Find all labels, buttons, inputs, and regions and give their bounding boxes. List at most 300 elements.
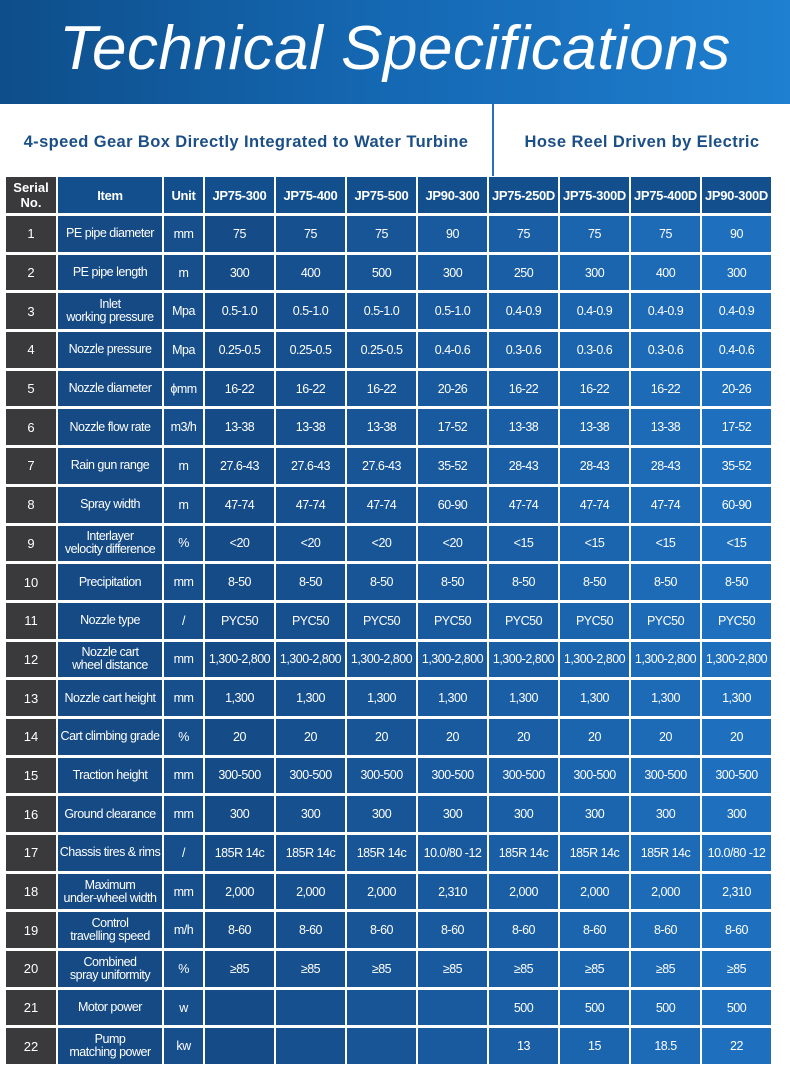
- unit-cell: m: [164, 487, 203, 523]
- value-cell: 1,300: [276, 680, 345, 716]
- value-cell: 8-50: [418, 564, 487, 600]
- value-cell: ≥85: [347, 951, 416, 987]
- value-cell: 0.4-0.6: [702, 332, 771, 368]
- value-cell: 0.5-1.0: [418, 293, 487, 329]
- serial-no-cell: 11: [6, 603, 56, 639]
- value-cell: 8-60: [347, 912, 416, 948]
- item-label-line: Precipitation: [78, 574, 142, 589]
- item-cell: [58, 796, 162, 832]
- serial-no-cell: 3: [6, 293, 56, 329]
- value-cell: 1,300: [418, 680, 487, 716]
- value-cell: 20: [276, 719, 345, 755]
- unit-cell: m3/h: [164, 409, 203, 445]
- value-cell: 1,300: [205, 680, 274, 716]
- value-cell: 16-22: [489, 371, 558, 407]
- value-cell: 300: [631, 796, 700, 832]
- item-cell: [58, 642, 162, 678]
- value-cell: 300-500: [560, 758, 629, 794]
- unit-cell: w: [164, 990, 203, 1026]
- value-cell: 27.6-43: [205, 448, 274, 484]
- item-cell: [58, 293, 162, 329]
- value-cell: 185R 14c: [276, 835, 345, 871]
- unit-cell: %: [164, 719, 203, 755]
- value-cell: 0.3-0.6: [631, 332, 700, 368]
- value-cell: 16-22: [560, 371, 629, 407]
- value-cell: 2,000: [489, 874, 558, 910]
- item-cell: [58, 951, 162, 987]
- value-cell: 13-38: [560, 409, 629, 445]
- item-cell: [58, 680, 162, 716]
- value-cell: 8-50: [631, 564, 700, 600]
- value-cell: 1,300: [489, 680, 558, 716]
- value-cell: 75: [489, 216, 558, 252]
- value-cell: 0.4-0.9: [560, 293, 629, 329]
- value-cell: 28-43: [631, 448, 700, 484]
- value-cell: 20-26: [418, 371, 487, 407]
- value-cell: <15: [560, 526, 629, 562]
- unit-cell: Mpa: [164, 332, 203, 368]
- value-cell: [205, 1028, 274, 1064]
- value-cell: 2,000: [205, 874, 274, 910]
- item-cell: [58, 448, 162, 484]
- value-cell: [205, 990, 274, 1026]
- item-label-line: velocity difference: [64, 542, 156, 557]
- unit-cell: mm: [164, 758, 203, 794]
- unit-cell: /: [164, 835, 203, 871]
- value-cell: 20-26: [702, 371, 771, 407]
- value-cell: 47-74: [489, 487, 558, 523]
- serial-no-cell: 5: [6, 371, 56, 407]
- unit-cell: /: [164, 603, 203, 639]
- value-cell: [276, 1028, 345, 1064]
- value-cell: 0.25-0.5: [347, 332, 416, 368]
- item-cell: [58, 990, 162, 1026]
- table-row: [6, 409, 771, 445]
- serial-no-cell: 6: [6, 409, 56, 445]
- item-label-line: Traction height: [72, 767, 148, 782]
- value-cell: 10.0/80 -12: [702, 835, 771, 871]
- header-model: JP75-300: [205, 177, 274, 213]
- value-cell: 300: [560, 255, 629, 291]
- header-model: JP90-300D: [702, 177, 771, 213]
- value-cell: 47-74: [560, 487, 629, 523]
- unit-cell: kw: [164, 1028, 203, 1064]
- value-cell: 1,300-2,800: [418, 642, 487, 678]
- value-cell: 300-500: [702, 758, 771, 794]
- value-cell: 2,310: [702, 874, 771, 910]
- value-cell: 13-38: [489, 409, 558, 445]
- value-cell: 8-60: [702, 912, 771, 948]
- value-cell: 500: [631, 990, 700, 1026]
- item-label-line: wheel distance: [72, 658, 148, 673]
- value-cell: 28-43: [560, 448, 629, 484]
- value-cell: 20: [205, 719, 274, 755]
- item-cell: [58, 487, 162, 523]
- item-label-line: Motor power: [78, 1000, 142, 1015]
- value-cell: 2,000: [347, 874, 416, 910]
- value-cell: [347, 990, 416, 1026]
- header-unit: Unit: [164, 177, 203, 213]
- table-row: [6, 255, 771, 291]
- value-cell: 300-500: [276, 758, 345, 794]
- value-cell: <15: [702, 526, 771, 562]
- value-cell: 16-22: [347, 371, 416, 407]
- value-cell: 0.4-0.9: [631, 293, 700, 329]
- spec-table: [4, 174, 773, 1067]
- value-cell: <20: [347, 526, 416, 562]
- value-cell: 2,310: [418, 874, 487, 910]
- table-row: [6, 951, 771, 987]
- value-cell: 300: [205, 796, 274, 832]
- value-cell: 2,000: [631, 874, 700, 910]
- value-cell: PYC50: [205, 603, 274, 639]
- value-cell: ≥85: [489, 951, 558, 987]
- page-title: Technical Specifications: [59, 14, 731, 83]
- serial-no-cell: 19: [6, 912, 56, 948]
- value-cell: 300: [489, 796, 558, 832]
- value-cell: 2,000: [276, 874, 345, 910]
- item-cell: [58, 835, 162, 871]
- table-row: [6, 796, 771, 832]
- value-cell: PYC50: [347, 603, 416, 639]
- value-cell: 500: [560, 990, 629, 1026]
- value-cell: 0.5-1.0: [205, 293, 274, 329]
- value-cell: 15: [560, 1028, 629, 1064]
- item-label-line: Rain gun range: [70, 458, 150, 473]
- value-cell: 300: [702, 255, 771, 291]
- value-cell: 13: [489, 1028, 558, 1064]
- value-cell: 1,300-2,800: [560, 642, 629, 678]
- item-cell: [58, 603, 162, 639]
- item-cell: [58, 332, 162, 368]
- table-row: [6, 680, 771, 716]
- value-cell: PYC50: [276, 603, 345, 639]
- item-cell: [58, 371, 162, 407]
- value-cell: 8-60: [418, 912, 487, 948]
- value-cell: [276, 990, 345, 1026]
- item-label-line: working pressure: [66, 310, 154, 325]
- value-cell: 75: [347, 216, 416, 252]
- value-cell: 75: [276, 216, 345, 252]
- value-cell: <20: [276, 526, 345, 562]
- value-cell: 47-74: [276, 487, 345, 523]
- table-row: [6, 293, 771, 329]
- value-cell: 300-500: [631, 758, 700, 794]
- header-serial-no: [6, 177, 56, 213]
- serial-no-cell: 12: [6, 642, 56, 678]
- value-cell: 35-52: [702, 448, 771, 484]
- item-label-line: Spray width: [80, 497, 140, 512]
- item-label-line: Cart climbing grade: [60, 729, 160, 744]
- value-cell: <20: [205, 526, 274, 562]
- value-cell: 300: [205, 255, 274, 291]
- item-cell: [58, 719, 162, 755]
- subheading-gear-box: 4-speed Gear Box Directly Integrated to Water Turbine: [23, 133, 469, 151]
- value-cell: 0.4-0.9: [489, 293, 558, 329]
- value-cell: 300: [276, 796, 345, 832]
- value-cell: 13-38: [347, 409, 416, 445]
- value-cell: 185R 14c: [560, 835, 629, 871]
- value-cell: 90: [418, 216, 487, 252]
- item-label-line: matching power: [69, 1045, 151, 1060]
- table-row: [6, 835, 771, 871]
- item-label-line: Nozzle cart: [81, 645, 139, 660]
- value-cell: [347, 1028, 416, 1064]
- item-cell: [58, 409, 162, 445]
- header-model: JP75-250D: [489, 177, 558, 213]
- value-cell: 1,300-2,800: [347, 642, 416, 678]
- value-cell: 75: [560, 216, 629, 252]
- unit-cell: %: [164, 951, 203, 987]
- value-cell: 13-38: [631, 409, 700, 445]
- value-cell: 300-500: [347, 758, 416, 794]
- value-cell: 20: [631, 719, 700, 755]
- value-cell: 300: [418, 255, 487, 291]
- serial-no-cell: 13: [6, 680, 56, 716]
- value-cell: 1,300-2,800: [702, 642, 771, 678]
- item-label-line: travelling speed: [70, 929, 150, 944]
- item-cell: [58, 526, 162, 562]
- table-row: [6, 758, 771, 794]
- serial-no-cell: 8: [6, 487, 56, 523]
- value-cell: ≥85: [276, 951, 345, 987]
- header-model: JP75-400: [276, 177, 345, 213]
- value-cell: ≥85: [702, 951, 771, 987]
- serial-no-cell: 10: [6, 564, 56, 600]
- value-cell: 400: [276, 255, 345, 291]
- value-cell: 20: [560, 719, 629, 755]
- value-cell: 300: [560, 796, 629, 832]
- header-model: JP75-300D: [560, 177, 629, 213]
- unit-cell: mm: [164, 642, 203, 678]
- item-label-line: Nozzle pressure: [68, 342, 152, 357]
- value-cell: <15: [631, 526, 700, 562]
- serial-no-cell: 7: [6, 448, 56, 484]
- value-cell: 8-50: [347, 564, 416, 600]
- header-serial-line2: No.: [20, 195, 42, 210]
- item-cell: [58, 758, 162, 794]
- item-cell: [58, 564, 162, 600]
- value-cell: 1,300-2,800: [276, 642, 345, 678]
- header-model: JP90-300: [418, 177, 487, 213]
- value-cell: 75: [205, 216, 274, 252]
- value-cell: 2,000: [560, 874, 629, 910]
- table-row: [6, 642, 771, 678]
- value-cell: 8-60: [489, 912, 558, 948]
- value-cell: [418, 990, 487, 1026]
- table-row: [6, 603, 771, 639]
- table-row: [6, 719, 771, 755]
- value-cell: 17-52: [702, 409, 771, 445]
- value-cell: PYC50: [560, 603, 629, 639]
- value-cell: <15: [489, 526, 558, 562]
- value-cell: 1,300-2,800: [489, 642, 558, 678]
- serial-no-cell: 4: [6, 332, 56, 368]
- value-cell: 47-74: [631, 487, 700, 523]
- item-label-line: Ground clearance: [64, 806, 156, 821]
- serial-no-cell: 20: [6, 951, 56, 987]
- value-cell: 300: [418, 796, 487, 832]
- value-cell: 8-50: [702, 564, 771, 600]
- item-label-line: Chassis tires & rims: [59, 845, 161, 860]
- unit-cell: mm: [164, 564, 203, 600]
- serial-no-cell: 22: [6, 1028, 56, 1064]
- table-row: [6, 526, 771, 562]
- value-cell: 300-500: [418, 758, 487, 794]
- serial-no-cell: 21: [6, 990, 56, 1026]
- value-cell: 300: [347, 796, 416, 832]
- value-cell: 13-38: [276, 409, 345, 445]
- value-cell: 27.6-43: [276, 448, 345, 484]
- value-cell: 60-90: [702, 487, 771, 523]
- value-cell: 300-500: [205, 758, 274, 794]
- value-cell: 185R 14c: [489, 835, 558, 871]
- unit-cell: mm: [164, 680, 203, 716]
- value-cell: 0.4-0.6: [418, 332, 487, 368]
- table-row: [6, 448, 771, 484]
- item-label-line: Inlet: [99, 297, 121, 312]
- value-cell: 8-50: [560, 564, 629, 600]
- item-label-line: Control: [91, 916, 129, 931]
- value-cell: PYC50: [631, 603, 700, 639]
- value-cell: 300: [702, 796, 771, 832]
- value-cell: 8-50: [205, 564, 274, 600]
- value-cell: 90: [702, 216, 771, 252]
- item-label-line: Interlayer: [86, 529, 134, 544]
- serial-no-cell: 18: [6, 874, 56, 910]
- value-cell: 185R 14c: [631, 835, 700, 871]
- header-model: JP75-400D: [631, 177, 700, 213]
- item-cell: [58, 912, 162, 948]
- serial-no-cell: 2: [6, 255, 56, 291]
- value-cell: 500: [489, 990, 558, 1026]
- table-row: [6, 487, 771, 523]
- value-cell: 47-74: [205, 487, 274, 523]
- value-cell: 8-60: [560, 912, 629, 948]
- unit-cell: ϕmm: [164, 371, 203, 407]
- value-cell: 60-90: [418, 487, 487, 523]
- value-cell: 1,300: [560, 680, 629, 716]
- value-cell: 20: [702, 719, 771, 755]
- value-cell: 22: [702, 1028, 771, 1064]
- table-row: [6, 990, 771, 1026]
- value-cell: 400: [631, 255, 700, 291]
- value-cell: 8-60: [276, 912, 345, 948]
- table-row: [6, 332, 771, 368]
- value-cell: 47-74: [347, 487, 416, 523]
- value-cell: ≥85: [631, 951, 700, 987]
- item-label-line: PE pipe diameter: [66, 226, 154, 241]
- table-row: [6, 564, 771, 600]
- value-cell: 0.4-0.9: [702, 293, 771, 329]
- serial-no-cell: 17: [6, 835, 56, 871]
- value-cell: PYC50: [489, 603, 558, 639]
- value-cell: 0.3-0.6: [489, 332, 558, 368]
- item-label-line: Combined: [83, 954, 137, 969]
- unit-cell: mm: [164, 874, 203, 910]
- item-cell: [58, 255, 162, 291]
- unit-cell: Mpa: [164, 293, 203, 329]
- value-cell: 1,300: [702, 680, 771, 716]
- value-cell: 16-22: [205, 371, 274, 407]
- value-cell: 8-60: [205, 912, 274, 948]
- header-serial-line1: Serial: [13, 180, 49, 195]
- spec-table-body: [6, 177, 771, 1064]
- value-cell: 13-38: [205, 409, 274, 445]
- table-row: [6, 1028, 771, 1064]
- table-row: [6, 216, 771, 252]
- table-row: [6, 874, 771, 910]
- value-cell: 1,300-2,800: [631, 642, 700, 678]
- item-label-line: Nozzle diameter: [68, 381, 152, 396]
- serial-no-cell: 1: [6, 216, 56, 252]
- value-cell: 1,300: [631, 680, 700, 716]
- value-cell: 1,300: [347, 680, 416, 716]
- unit-cell: m: [164, 448, 203, 484]
- item-label-line: spray uniformity: [69, 967, 151, 982]
- value-cell: 250: [489, 255, 558, 291]
- value-cell: <20: [418, 526, 487, 562]
- subheading-hose-reel: Hose Reel Driven by Electric: [524, 133, 760, 151]
- value-cell: 8-50: [489, 564, 558, 600]
- table-row: [6, 912, 771, 948]
- value-cell: 0.5-1.0: [276, 293, 345, 329]
- value-cell: 0.5-1.0: [347, 293, 416, 329]
- serial-no-cell: 9: [6, 526, 56, 562]
- value-cell: 300-500: [489, 758, 558, 794]
- header-model: JP75-500: [347, 177, 416, 213]
- serial-no-cell: 15: [6, 758, 56, 794]
- item-label-line: Nozzle flow rate: [69, 419, 151, 434]
- item-label-line: Nozzle cart height: [64, 690, 156, 705]
- item-label-line: Maximum: [84, 877, 136, 892]
- value-cell: 10.0/80 -12: [418, 835, 487, 871]
- value-cell: 20: [489, 719, 558, 755]
- value-cell: 35-52: [418, 448, 487, 484]
- item-label-line: Pump: [94, 1032, 126, 1047]
- value-cell: 500: [702, 990, 771, 1026]
- value-cell: PYC50: [418, 603, 487, 639]
- item-label-line: Nozzle type: [80, 613, 140, 628]
- item-cell: [58, 216, 162, 252]
- title-banner: [0, 0, 790, 104]
- item-label-line: PE pipe length: [72, 265, 148, 280]
- serial-no-cell: 16: [6, 796, 56, 832]
- unit-cell: mm: [164, 216, 203, 252]
- value-cell: 27.6-43: [347, 448, 416, 484]
- unit-cell: %: [164, 526, 203, 562]
- value-cell: 20: [347, 719, 416, 755]
- value-cell: 20: [418, 719, 487, 755]
- value-cell: 0.25-0.5: [276, 332, 345, 368]
- value-cell: 185R 14c: [347, 835, 416, 871]
- value-cell: 16-22: [276, 371, 345, 407]
- value-cell: 75: [631, 216, 700, 252]
- value-cell: 0.25-0.5: [205, 332, 274, 368]
- value-cell: 185R 14c: [205, 835, 274, 871]
- table-header-row: [6, 177, 771, 213]
- unit-cell: mm: [164, 796, 203, 832]
- item-cell: [58, 874, 162, 910]
- value-cell: [418, 1028, 487, 1064]
- value-cell: 18.5: [631, 1028, 700, 1064]
- value-cell: 500: [347, 255, 416, 291]
- value-cell: ≥85: [418, 951, 487, 987]
- value-cell: 1,300-2,800: [205, 642, 274, 678]
- item-cell: [58, 1028, 162, 1064]
- item-label-line: under-wheel width: [63, 890, 157, 905]
- header-item: Item: [58, 177, 162, 213]
